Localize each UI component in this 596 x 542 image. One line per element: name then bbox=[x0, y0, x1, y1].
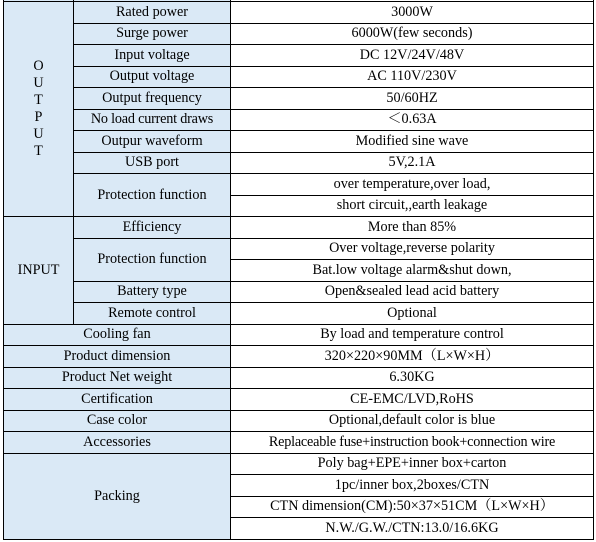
spec-label: USB port bbox=[74, 152, 231, 174]
spec-value: DC 12V/24V/48V bbox=[231, 45, 594, 67]
spec-label: No load current draws bbox=[74, 109, 231, 131]
spec-value: Poly bag+EPE+inner box+carton bbox=[231, 453, 594, 475]
spec-label: Output frequency bbox=[74, 88, 231, 110]
spec-label: Accessories bbox=[4, 432, 231, 454]
output-letter: U bbox=[33, 126, 44, 142]
spec-label: Surge power bbox=[74, 23, 231, 45]
spec-label: Battery type bbox=[74, 281, 231, 303]
table-row bbox=[4, 410, 594, 432]
spec-label: Outpur waveform bbox=[74, 131, 231, 153]
spec-value: N.W./G.W./CTN:13.0/16.6KG bbox=[231, 518, 594, 540]
spec-label: Case color bbox=[4, 410, 231, 432]
spec-value: More than 85% bbox=[231, 217, 594, 239]
output-group-label bbox=[4, 2, 74, 217]
spec-value: Bat.low voltage alarm&shut down, bbox=[231, 260, 594, 282]
spec-label: Cooling fan bbox=[4, 324, 231, 346]
spec-value: 1pc/inner box,2boxes/CTN bbox=[231, 475, 594, 497]
spec-value: 50/60HZ bbox=[231, 88, 594, 110]
spec-value: ＜0.63A bbox=[231, 109, 594, 131]
spec-value: 5V,2.1A bbox=[231, 152, 594, 174]
spec-value: 6000W(few seconds) bbox=[231, 23, 594, 45]
output-letter: P bbox=[34, 109, 43, 125]
spec-value: CE-EMC/LVD,RoHS bbox=[231, 389, 594, 411]
table-row bbox=[4, 131, 594, 153]
spec-label: Rated power bbox=[74, 2, 231, 24]
spec-label: Output voltage bbox=[74, 66, 231, 88]
spec-value: 3000W bbox=[231, 2, 594, 24]
spec-value: short circuit,,earth leakage bbox=[231, 195, 594, 217]
input-group-label: INPUT bbox=[4, 217, 74, 325]
spec-value: Over voltage,reverse polarity bbox=[231, 238, 594, 260]
table-row bbox=[4, 346, 594, 368]
table-row bbox=[4, 152, 594, 174]
table-row bbox=[4, 453, 594, 475]
spec-label: Packing bbox=[4, 453, 231, 539]
table-row bbox=[4, 217, 594, 239]
spec-value: By load and temperature control bbox=[231, 324, 594, 346]
table-row bbox=[4, 324, 594, 346]
table-row bbox=[4, 303, 594, 325]
table-row bbox=[4, 174, 594, 196]
output-letter: T bbox=[34, 143, 43, 159]
spec-label: Remote control bbox=[74, 303, 231, 325]
spec-value: Modified sine wave bbox=[231, 131, 594, 153]
spec-label: Protection function bbox=[74, 238, 231, 281]
table-row bbox=[4, 109, 594, 131]
spec-value: Optional,default color is blue bbox=[231, 410, 594, 432]
spec-value: 320×220×90MM（L×W×H） bbox=[231, 346, 594, 368]
spec-label: Product Net weight bbox=[4, 367, 231, 389]
spec-value: CTN dimension(CM):50×37×51CM（L×W×H） bbox=[231, 496, 594, 518]
spec-label: Protection function bbox=[74, 174, 231, 217]
output-letter: O bbox=[33, 58, 44, 74]
table-row bbox=[4, 23, 594, 45]
spec-value: over temperature,over load, bbox=[231, 174, 594, 196]
spec-label: Product dimension bbox=[4, 346, 231, 368]
table-row bbox=[4, 45, 594, 67]
table-row bbox=[4, 281, 594, 303]
spec-label: Certification bbox=[4, 389, 231, 411]
table-row bbox=[4, 238, 594, 260]
spec-value: AC 110V/230V bbox=[231, 66, 594, 88]
spec-label: Input voltage bbox=[74, 45, 231, 67]
specification-table bbox=[3, 0, 594, 540]
table-row bbox=[4, 88, 594, 110]
output-letter: T bbox=[34, 92, 43, 108]
output-letter: U bbox=[33, 75, 44, 91]
spec-label: Efficiency bbox=[74, 217, 231, 239]
spec-value: Replaceable fuse+instruction book+connection wire bbox=[231, 432, 594, 454]
table-row bbox=[4, 367, 594, 389]
table-row bbox=[4, 66, 594, 88]
table-row bbox=[4, 389, 594, 411]
table-row bbox=[4, 2, 594, 24]
table-row bbox=[4, 432, 594, 454]
spec-value: 6.30KG bbox=[231, 367, 594, 389]
spec-value: Open&sealed lead acid battery bbox=[231, 281, 594, 303]
spec-value: Optional bbox=[231, 303, 594, 325]
